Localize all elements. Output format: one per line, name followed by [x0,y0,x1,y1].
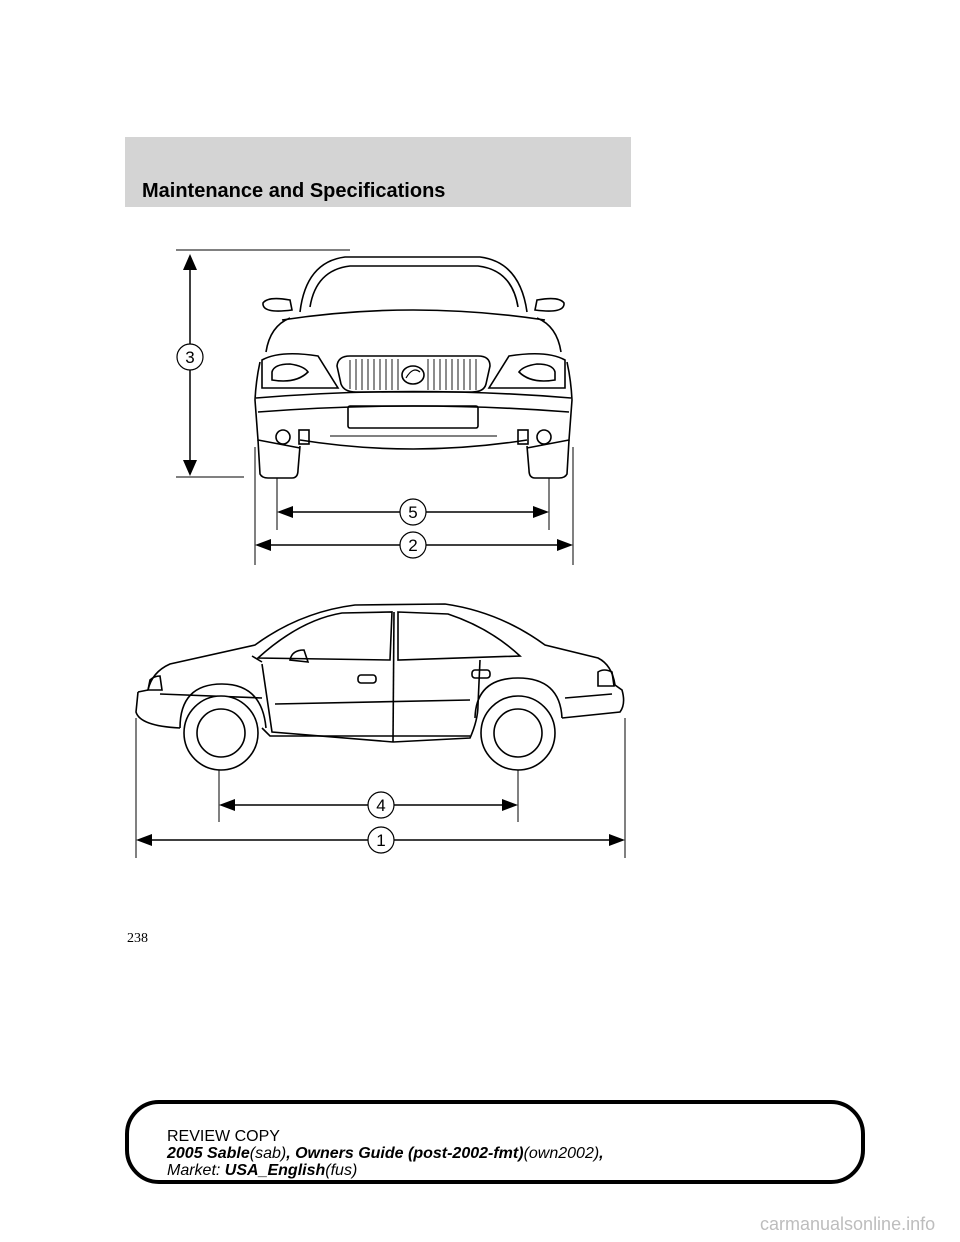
review-copy-heading: REVIEW COPY [167,1128,280,1145]
svg-text:1: 1 [376,831,386,850]
market-name: USA_English [224,1162,326,1179]
review-copy-box [125,1100,865,1184]
review-copy-vehicle-line [167,1145,604,1162]
svg-text:5: 5 [408,503,418,522]
dimension-label-4 [368,792,394,818]
svg-text:4: 4 [376,796,386,815]
side-view-wheels [184,696,555,770]
svg-text:2: 2 [408,536,418,555]
dimension-label-2 [400,532,426,558]
vehicle-name: 2005 Sable [167,1145,250,1162]
dimension-label-3 [177,344,203,370]
separator: , [286,1145,296,1162]
dimension-lines-front [183,254,573,551]
review-copy-text [167,1128,604,1179]
separator: , [599,1145,604,1162]
watermark: carmanualsonline.info [760,1214,936,1234]
dimension-label-1 [368,827,394,853]
front-view-car [176,250,573,565]
review-copy-market-line [167,1162,604,1179]
dimension-label-5 [400,499,426,525]
section-title: Maintenance and Specifications [142,180,446,202]
guide-code: (own2002) [523,1145,600,1162]
guide-name: Owners Guide (post-2002-fmt) [295,1145,524,1162]
market-label: Market: [167,1162,221,1179]
vehicle-code: (sab) [249,1145,287,1162]
svg-text:3: 3 [185,348,195,367]
page-number: 238 [127,931,148,946]
market-code: (fus) [325,1162,358,1179]
